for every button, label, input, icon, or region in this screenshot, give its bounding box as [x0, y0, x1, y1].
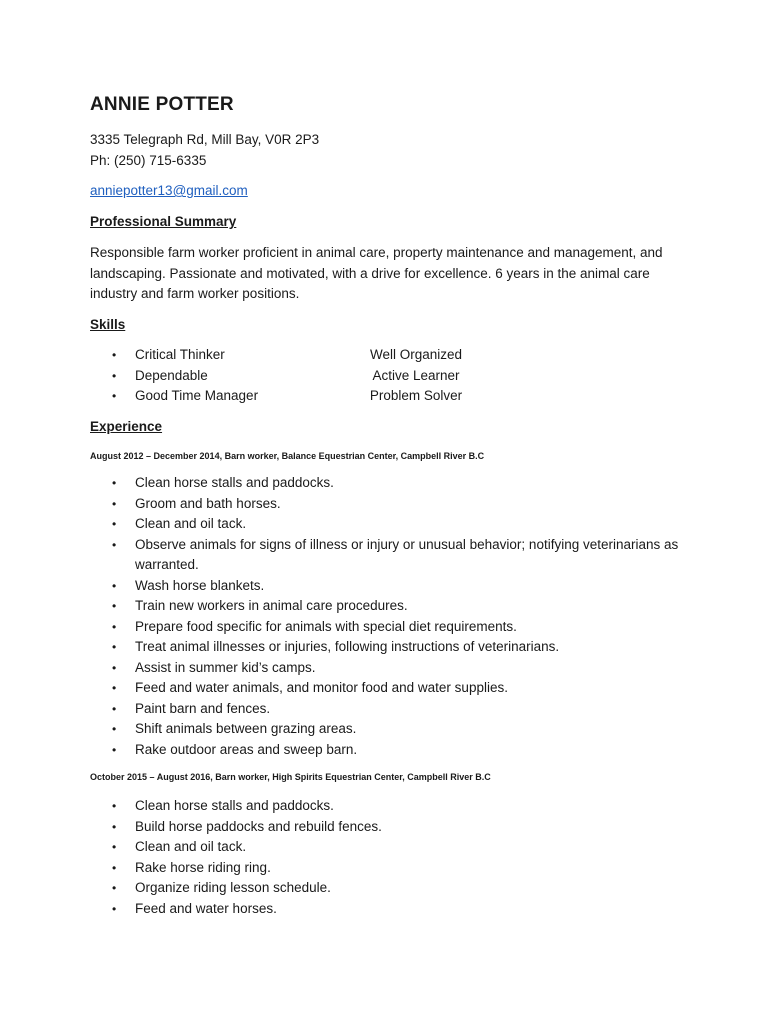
bullet-icon: •: [112, 389, 117, 404]
duty-text: Train new workers in animal care procedures.: [135, 598, 408, 613]
job-duties-list: [90, 473, 690, 760]
bullet-icon: •: [112, 599, 117, 613]
duty-text: Organize riding lesson schedule.: [135, 880, 331, 895]
bullet-icon: •: [112, 537, 117, 552]
bullet-icon: •: [112, 701, 117, 716]
job-title: August 2012 – December 2014, Barn worker, Balance Equestrian Center, Campbell River B.C: [90, 451, 485, 461]
duty-item: [90, 878, 690, 899]
experience-heading: Experience: [90, 419, 163, 434]
duty-item: [90, 858, 690, 879]
bullet-icon: •: [112, 742, 117, 757]
duty-text: Treat animal illnesses or injuries, following instructions of veterinarians.: [135, 639, 560, 654]
summary-heading: Professional Summary: [90, 214, 237, 229]
duty-text: Rake outdoor areas and sweep barn.: [135, 741, 358, 757]
duty-text: Wash horse blankets.: [135, 577, 265, 593]
duty-text: Groom and bath horses.: [135, 495, 281, 511]
skill-row: [90, 386, 690, 407]
bullet-icon: •: [112, 819, 117, 834]
duty-text: Shift animals between grazing areas.: [135, 721, 357, 736]
skill-item: Well Organized: [369, 347, 463, 362]
applicant-name: ANNIE POTTER: [90, 94, 234, 115]
bullet-icon: •: [112, 640, 117, 654]
skills-heading: Skills: [90, 317, 126, 332]
duty-item: [90, 514, 690, 535]
duty-item: [90, 658, 690, 679]
skill-item: Problem Solver: [369, 388, 463, 404]
phone-line: Ph: (250) 715-6335: [90, 153, 207, 168]
duty-text: Clean and oil tack.: [135, 516, 247, 531]
job-title: October 2015 – August 2016, Barn worker, High Spirits Equestrian Center, Campbell River B.C: [90, 772, 491, 782]
address-line: 3335 Telegraph Rd, Mill Bay, V0R 2P3: [90, 132, 320, 147]
duty-text: Prepare food specific for animals with special diet requirements.: [135, 618, 517, 634]
bullet-icon: •: [112, 860, 117, 875]
duty-item: [90, 596, 690, 617]
bullet-icon: •: [112, 660, 117, 675]
bullet-icon: •: [112, 901, 117, 916]
skill-row: [90, 366, 690, 387]
duty-item: [90, 576, 690, 597]
skill-item: Critical Thinker: [135, 347, 225, 362]
duty-item: [90, 899, 690, 920]
bullet-icon: •: [112, 840, 117, 854]
duty-text: Assist in summer kid’s camps.: [135, 659, 316, 675]
skill-item: Active Learner: [372, 367, 460, 383]
duty-text: Feed and water horses.: [135, 900, 277, 916]
summary-text: Responsible farm worker proficient in animal care, property maintenance and management, and landscaping. Passionate and motivated, with a drive for excellence. 6 years in the animal care industry and farm worker positions.: [90, 245, 663, 302]
duty-text: Observe animals for signs of illness or injury or unusual behavior; notifying veterinarians as warranted.: [135, 536, 679, 572]
duty-item: [90, 535, 690, 576]
skill-item: Good Time Manager: [135, 388, 259, 404]
bullet-icon: •: [112, 348, 117, 362]
duty-item: [90, 678, 690, 699]
duty-text: Clean horse stalls and paddocks.: [135, 798, 334, 813]
duty-text: Build horse paddocks and rebuild fences.: [135, 818, 382, 834]
duty-item: [90, 837, 690, 858]
duty-text: Paint barn and fences.: [135, 700, 271, 716]
duty-item: [90, 473, 690, 494]
duty-item: [90, 817, 690, 838]
duty-text: Rake horse riding ring.: [135, 859, 271, 875]
bullet-icon: •: [112, 722, 117, 736]
bullet-icon: •: [112, 881, 117, 895]
duty-item: [90, 796, 690, 817]
bullet-icon: •: [112, 578, 117, 593]
duty-item: [90, 637, 690, 658]
bullet-icon: •: [112, 517, 117, 531]
job-duties-list: [90, 796, 690, 919]
duty-item: [90, 740, 690, 761]
skill-row: [90, 345, 690, 366]
duty-item: [90, 699, 690, 720]
duty-item: [90, 494, 690, 515]
bullet-icon: •: [112, 619, 117, 634]
email-link[interactable]: anniepotter13@gmail.com: [90, 183, 248, 198]
bullet-icon: •: [112, 681, 117, 695]
duty-item: [90, 719, 690, 740]
duty-text: Feed and water animals, and monitor food and water supplies.: [135, 680, 508, 695]
skill-item: Dependable: [135, 367, 208, 383]
duty-text: Clean and oil tack.: [135, 839, 247, 854]
duty-text: Clean horse stalls and paddocks.: [135, 475, 334, 490]
duty-item: [90, 617, 690, 638]
skills-list: [90, 345, 690, 407]
bullet-icon: •: [112, 368, 117, 383]
bullet-icon: •: [112, 496, 117, 511]
bullet-icon: •: [112, 799, 117, 813]
bullet-icon: •: [112, 476, 117, 490]
